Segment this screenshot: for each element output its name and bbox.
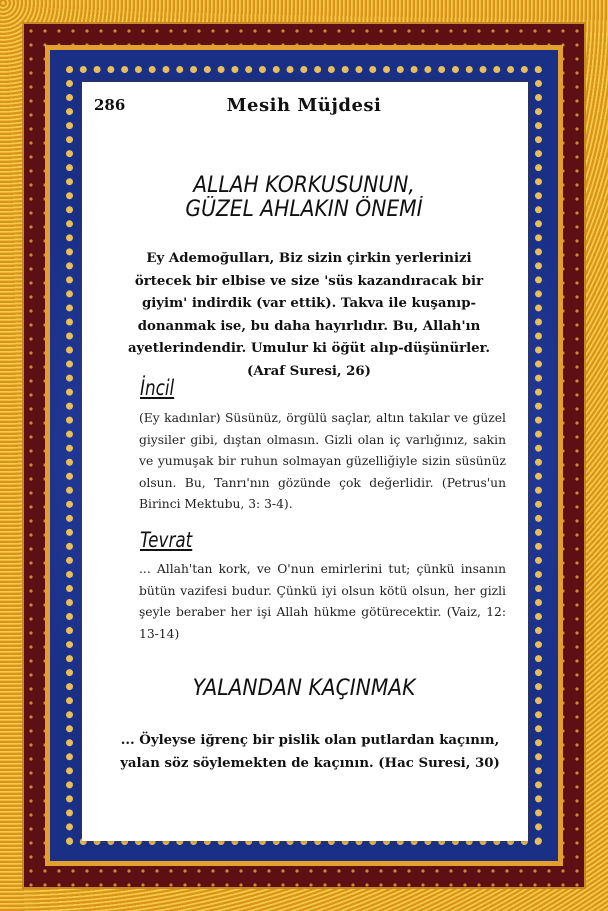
incil-heading: İncil: [140, 376, 175, 400]
quran-quote: Ey Ademoğulları, Biz sizin çirkin yerlerinizi örtecek bir elbise ve size 'süs kazandıracak bir giyim' indirdik (var ettik). Takva ile kuşanıp-donanmak ise, bu daha hayırlıdır. Bu, Allah'ın ayetlerindendir. Umulur ki öğüt alıp-düşünürler. (Araf Suresi, 26): [127, 251, 491, 379]
section2-quote: ... Öyleyse iğrenç bir pislik olan putlardan kaçının, yalan söz söylemekten de kaçının. (Hac Suresi, 30): [120, 733, 500, 771]
running-title: Mesih Müjdesi: [226, 95, 382, 116]
tevrat-heading: Tevrat: [140, 528, 193, 552]
section-title-line1: ALLAH KORKUSUNUN,: [193, 173, 415, 198]
tevrat-text: ... Allah'tan kork, ve O'nun emirlerini tut; çünkü insanın bütün vazifesi budur. Çünkü iyi olsun kötü olsun, her gizli şeyle beraber her işi Allah hükme götürecektir. (Vaiz, 12: 13-14): [139, 562, 506, 641]
section-title-line2: GÜZEL AHLAKIN ÖNEMİ: [185, 197, 423, 222]
incil-text: (Ey kadınlar) Süsünüz, örgülü saçlar, altın takılar ve güzel giysiler gibi, dıştan olmasın. Gizli olan iç varlığınız, sakin ve yumuşak bir ruhun solmayan güzelliğiyle sizin süsünüz olsun. Bu, Tanrı'nın gözünde çok değerlidir. (Petrus'un Birinci Mektubu, 3: 3-4).: [139, 411, 506, 511]
page-number: 286: [94, 96, 126, 114]
section2-title: YALANDAN KAÇINMAK: [192, 676, 416, 701]
